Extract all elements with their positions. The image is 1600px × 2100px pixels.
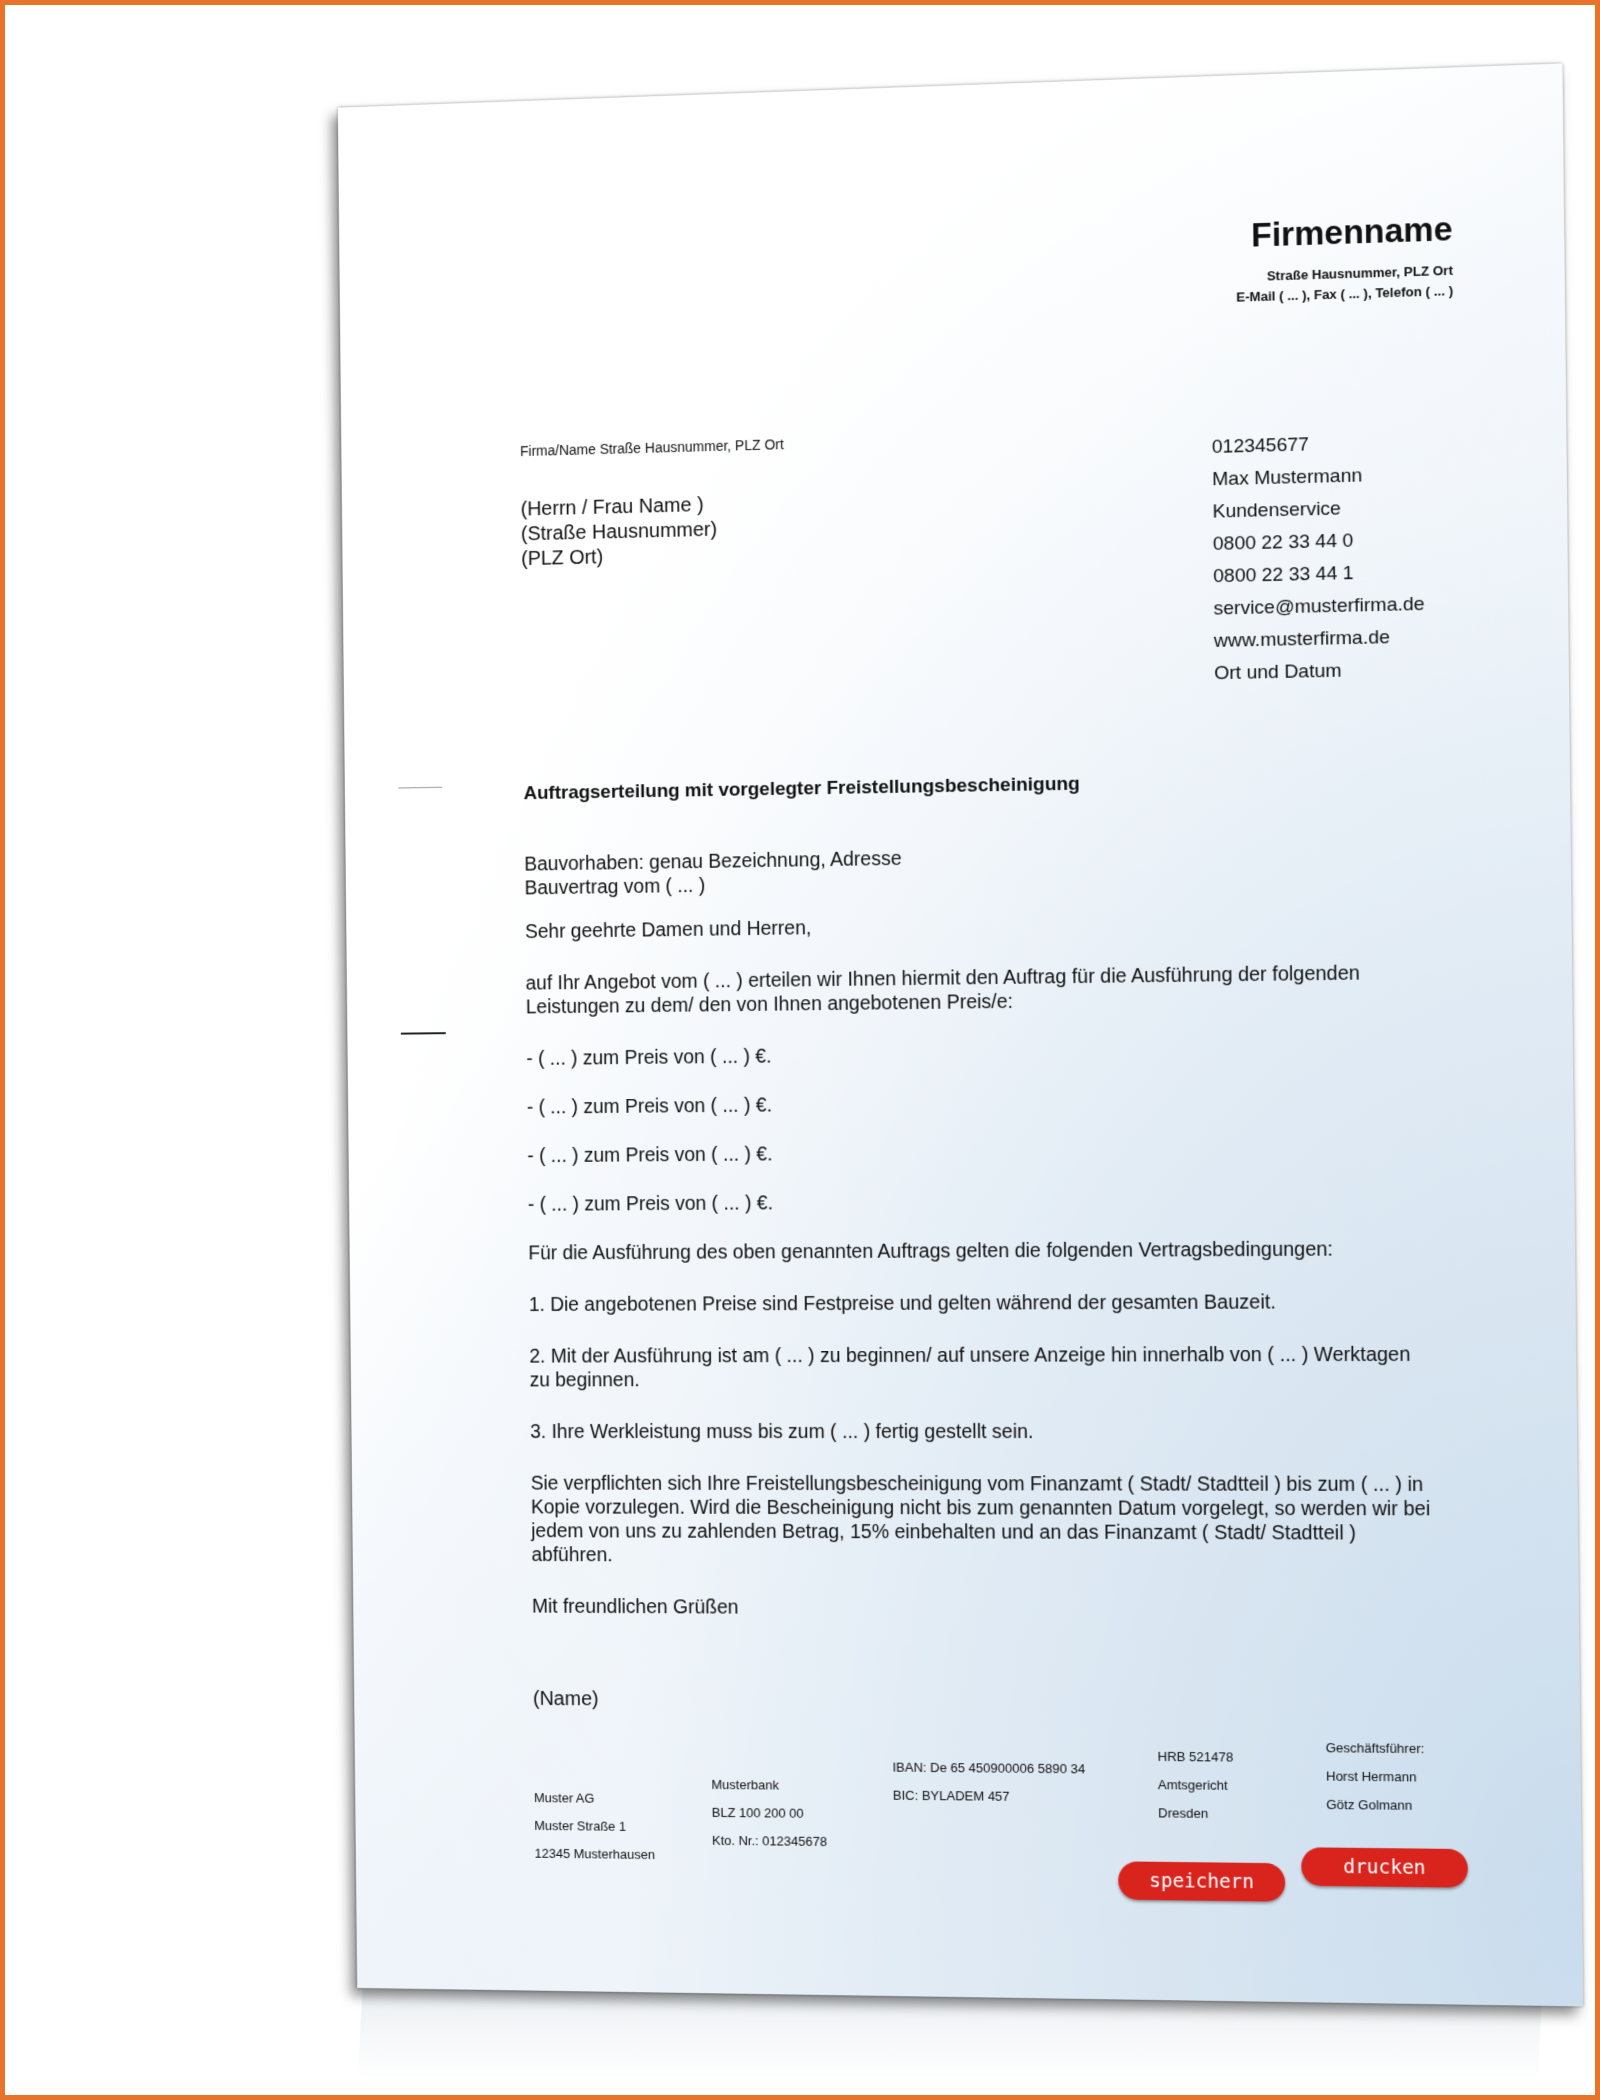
punch-mark — [401, 1032, 446, 1034]
obligation-paragraph: Sie verpflichten sich Ihre Freistellungsbescheinigung vom Finanzamt ( Stadt/ Stadtteil ) bis zum ( ... ) in Kopie vorzulegen. Wird die Bescheinigung nicht bis zum genannten Datum vorgelegt, so werden wir bei jedem von uns zu zahlenden Betrag, 15% einbehalten und an das Finanzamt ( Stadt/ Stadtteil ) abführen. — [530, 1472, 1431, 1567]
letter-subject: Auftragserteilung mit vorgelegter Freistellungsbescheinigung — [523, 773, 1081, 805]
info-reference: 012345677 — [1211, 434, 1310, 459]
footer-management-label: Geschäftsführer: — [1325, 1740, 1425, 1757]
company-address: Straße Hausnummer, PLZ Ort — [1266, 262, 1453, 284]
salutation: Sehr geehrte Damen und Herren, — [524, 917, 812, 944]
info-block — [1212, 426, 1426, 690]
condition-item: 3. Ihre Werkleistung muss bis zum ( ... ) fertig gestellt sein. — [530, 1420, 1034, 1444]
footer-company-street: Muster Straße 1 — [534, 1817, 627, 1834]
footer-hrb: HRB 521478 — [1157, 1748, 1234, 1765]
condition-item: 2. Mit der Ausführung ist am ( ... ) zu beginnen/ auf unsere Anzeige hin innerhalb von ( ... ) Werktagen zu beginnen. — [529, 1343, 1411, 1392]
print-button[interactable]: drucken — [1301, 1847, 1468, 1887]
letter-body — [524, 839, 1437, 1624]
info-website: www.musterfirma.de — [1213, 626, 1391, 652]
recipient-city: (PLZ Ort) — [521, 546, 604, 571]
footer-company-city: 12345 Musterhausen — [534, 1845, 656, 1863]
save-button[interactable]: speichern — [1118, 1861, 1285, 1901]
intro-paragraph: auf Ihr Angebot vom ( ... ) erteilen wir Ihnen hiermit den Auftrag für die Ausführung der folgenden Leistungen zu dem/ den von Ihnen angebotenen Preis/e: — [525, 962, 1361, 1019]
recipient-address — [521, 493, 718, 572]
document-reflection — [358, 1990, 1543, 2080]
sender-line: Firma/Name Straße Hausnummer, PLZ Ort — [519, 436, 784, 460]
info-fax: 0800 22 33 44 1 — [1213, 562, 1354, 588]
footer-bank-name: Musterbank — [711, 1776, 779, 1793]
company-contact: E-Mail ( ... ), Fax ( ... ), Telefon ( ... ) — [1236, 282, 1454, 305]
footer-court-city: Dresden — [1158, 1805, 1209, 1821]
signature-name: (Name) — [532, 1687, 599, 1711]
company-name: Firmenname — [1250, 209, 1453, 254]
fold-mark-top — [398, 787, 442, 789]
footer-register — [1157, 1743, 1234, 1829]
footer-company-name: Muster AG — [533, 1790, 595, 1806]
footer-bic: BIC: BYLADEM 457 — [892, 1787, 1010, 1804]
project-line: Bauvorhaben: genau Bezeichnung, Adresse — [524, 847, 902, 876]
footer-court: Amtsgericht — [1157, 1777, 1228, 1793]
contract-line: Bauvertrag vom ( ... ) — [524, 874, 706, 900]
info-email: service@musterfirma.de — [1213, 593, 1425, 620]
price-line: - ( ... ) zum Preis von ( ... ) €. — [527, 1192, 774, 1216]
footer-account-number: Kto. Nr.: 012345678 — [711, 1832, 828, 1850]
footer-manager: Horst Hermann — [1325, 1768, 1417, 1785]
price-line: - ( ... ) zum Preis von ( ... ) €. — [527, 1143, 773, 1168]
footer-company — [534, 1784, 655, 1869]
footer-bank-code: BLZ 100 200 00 — [711, 1804, 804, 1821]
footer-iban — [892, 1754, 1085, 1812]
info-place-date: Ort und Datum — [1214, 660, 1342, 685]
info-phone: 0800 22 33 44 0 — [1212, 530, 1354, 555]
footer-iban-number: IBAN: De 65 450900006 5890 34 — [892, 1759, 1086, 1777]
info-contact-person: Max Mustermann — [1212, 465, 1363, 491]
price-line: - ( ... ) zum Preis von ( ... ) €. — [526, 1094, 773, 1119]
footer-manager: Götz Golmann — [1326, 1796, 1413, 1813]
condition-item: 1. Die angebotenen Preise sind Festpreise und gelten während der gesamten Bauzeit. — [528, 1291, 1276, 1316]
recipient-street: (Straße Hausnummer) — [520, 518, 718, 546]
recipient-name: (Herrn / Frau Name ) — [520, 494, 704, 521]
footer-bank — [711, 1771, 827, 1856]
letter-page — [338, 63, 1583, 2006]
price-line: - ( ... ) zum Preis von ( ... ) €. — [526, 1045, 772, 1070]
closing: Mit freundlichen Grüßen — [531, 1595, 739, 1619]
document-preview — [338, 63, 1583, 2006]
conditions-intro: Für die Ausführung des oben genannten Auftrags gelten die folgenden Vertragsbedingungen: — [528, 1238, 1334, 1265]
info-department: Kundenservice — [1212, 498, 1342, 523]
footer-management — [1326, 1734, 1426, 1820]
